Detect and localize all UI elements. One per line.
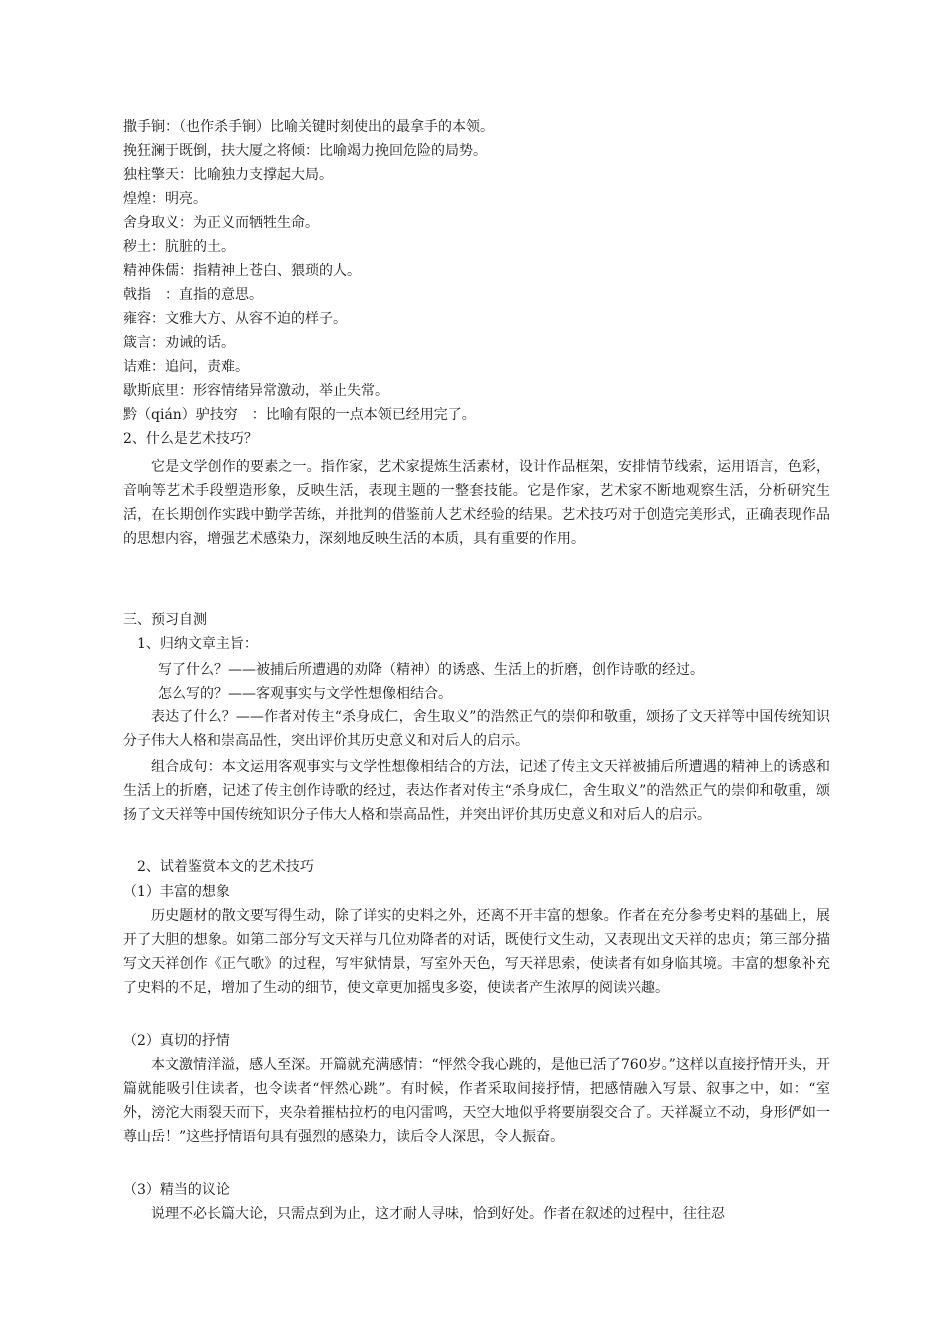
glossary-entry: 箴言：劝诫的话。: [123, 335, 235, 351]
glossary-entry: 歇斯底里：形容情绪异常激动，举止失常。: [123, 383, 389, 399]
glossary-entry: 诘难：追问，责难。: [123, 359, 249, 375]
technique-heading: （1）丰富的想象: [123, 884, 230, 900]
answer-paragraph: 表达了什么？——作者对传主“杀身成仁，舍生取义”的浩然正气的崇仰和敬重，颂扬了文天祥等中国传统知识分子伟大人格和崇高品性，突出评价其历史意义和对后人的启示。: [123, 709, 830, 749]
glossary-entry: 精神侏儒：指精神上苍白、猥琐的人。: [123, 263, 361, 279]
glossary-entry: 舍身取义：为正义而牺牲生命。: [123, 215, 319, 231]
subsection-heading: 1、归纳文章主旨：: [137, 636, 258, 652]
technique-paragraph: 说理不必长篇大论，只需点到为止，这才耐人寻味，恰到好处。作者在叙述的过程中，往往忍: [151, 1206, 725, 1222]
glossary-entry: 秽土：肮脏的土。: [123, 239, 235, 255]
section-heading: 三、预习自测: [123, 612, 207, 628]
technique-paragraph: 历史题材的散文要写得生动，除了详实的史料之外，还离不开丰富的想象。作者在充分参考史料的基础上，展开了大胆的想象。如第二部分写文天祥与几位劝降者的对话，既使行文生动，又表现出文天祥的忠贞；第三部分描写文天祥创作《正气歌》的过程，写牢狱情景，写室外天色，写天祥思索，使读者有如身临其境。丰富的想象补充了史料的不足，增加了生动的细节，使文章更加摇曳多姿，使读者产生浓厚的阅读兴趣。: [123, 908, 830, 996]
glossary-entry: 挽狂澜于既倒，扶大厦之将倾：比喻竭力挽回危险的局势。: [123, 143, 487, 159]
glossary-entry: 独柱擎天：比喻独力支撑起大局。: [123, 167, 333, 183]
answer-paragraph: 组合成句：本文运用客观事实与文学性想像相结合的方法，记述了传主文天祥被捕后所遭遇的精神上的诱惑和生活上的折磨，记述了传主创作诗歌的经过，表达作者对传主“杀身成仁，舍生取义”的浩然正气的崇仰和敬重，颂扬了文天祥等中国传统知识分子伟大人格和崇高品性，并突出评价其历史意义和对后人的启示。: [123, 759, 830, 823]
technique-paragraph: 本文激情洋溢，感人至深。开篇就充满感情：“怦然令我心跳的，是他已活了760岁。”这样以直接抒情开头，开篇就能吸引住读者，也令读者“怦然心跳”。有时候，作者采取间接抒情，把感情融入写景、叙事之中，如：“室外，滂沱大雨裂天而下，夹杂着摧枯拉朽的电闪雷鸣，天空大地似乎将要崩裂交合了。天祥凝立不动，身形俨如一尊山岳！”这些抒情语句具有强烈的感染力，读后令人深思，令人振奋。: [123, 1057, 830, 1145]
answer-line: 怎么写的？——客观事实与文学性想像相结合。: [158, 686, 452, 702]
glossary-entry: 撒手锏：（也作杀手锏）比喻关键时刻使出的最拿手的本领。: [123, 119, 494, 135]
glossary-entry: 戟指 ：直指的意思。: [123, 287, 263, 303]
question-answer: 它是文学创作的要素之一。指作家，艺术家提炼生活素材，设计作品框架，安排情节线索，运用语言，色彩，音响等艺术手段塑造形象，反映生活，表现主题的一整套技能。它是作家，艺术家不断地观察生活，分析研究生活，在长期创作实践中勤学苦练，并批判的借鉴前人艺术经验的结果。艺术技巧对于创造完美形式，正确表现作品的思想内容，增强艺术感染力，深刻地反映生活的本质，具有重要的作用。: [123, 459, 830, 547]
technique-heading: （3）精当的议论: [123, 1182, 230, 1198]
subsection-heading: 2、试着鉴赏本文的艺术技巧: [137, 859, 314, 875]
question-heading: 2、什么是艺术技巧？: [123, 431, 258, 447]
glossary-entry: 煌煌：明亮。: [123, 191, 207, 207]
answer-line: 写了什么？——被捕后所遭遇的劝降（精神）的诱惑、生活上的折磨，创作诗歌的经过。: [158, 662, 704, 678]
glossary-entry: 雍容：文雅大方、从容不迫的样子。: [123, 311, 347, 327]
glossary-entry: 黔（qián）驴技穷 ：比喻有限的一点本领已经用完了。: [123, 407, 476, 423]
technique-heading: （2）真切的抒情: [123, 1033, 230, 1049]
